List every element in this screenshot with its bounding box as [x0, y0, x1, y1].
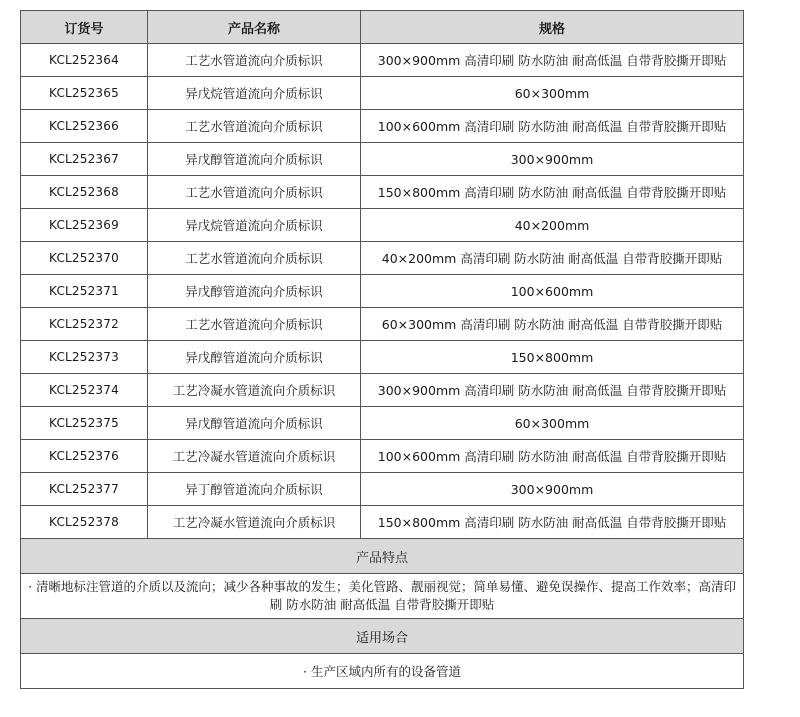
cell-order-number: KCL252377 [21, 473, 148, 506]
cell-spec: 40×200mm 高清印刷 防水防油 耐高低温 自带背胶撕开即贴 [361, 242, 744, 275]
cell-order-number: KCL252364 [21, 44, 148, 77]
usage-header-row [21, 619, 744, 654]
cell-spec: 300×900mm 高清印刷 防水防油 耐高低温 自带背胶撕开即贴 [361, 374, 744, 407]
cell-product-name: 工艺水管道流向介质标识 [148, 308, 361, 341]
header-spec: 规格 [361, 11, 744, 44]
cell-product-name: 异戊烷管道流向介质标识 [148, 209, 361, 242]
features-text: · 清晰地标注管道的介质以及流向；减少各种事故的发生；美化管路、靓丽视觉；简单易懂、避免误操作、提高工作效率；高清印刷 防水防油 耐高低温 自带背胶撕开即贴 [21, 574, 744, 619]
table-row [21, 341, 744, 374]
usage-title: 适用场合 [21, 619, 744, 654]
cell-order-number: KCL252372 [21, 308, 148, 341]
table-row [21, 44, 744, 77]
cell-order-number: KCL252375 [21, 407, 148, 440]
cell-order-number: KCL252365 [21, 77, 148, 110]
cell-order-number: KCL252371 [21, 275, 148, 308]
cell-spec: 60×300mm [361, 77, 744, 110]
cell-product-name: 异戊醇管道流向介质标识 [148, 407, 361, 440]
features-header-row [21, 539, 744, 574]
cell-spec: 60×300mm 高清印刷 防水防油 耐高低温 自带背胶撕开即贴 [361, 308, 744, 341]
cell-spec: 150×800mm 高清印刷 防水防油 耐高低温 自带背胶撕开即贴 [361, 506, 744, 539]
cell-spec: 300×900mm 高清印刷 防水防油 耐高低温 自带背胶撕开即贴 [361, 44, 744, 77]
features-title: 产品特点 [21, 539, 744, 574]
cell-order-number: KCL252376 [21, 440, 148, 473]
cell-spec: 150×800mm 高清印刷 防水防油 耐高低温 自带背胶撕开即贴 [361, 176, 744, 209]
usage-body-row [21, 654, 744, 689]
cell-order-number: KCL252373 [21, 341, 148, 374]
cell-product-name: 工艺水管道流向介质标识 [148, 176, 361, 209]
cell-order-number: KCL252368 [21, 176, 148, 209]
table-row [21, 374, 744, 407]
table-row [21, 77, 744, 110]
cell-product-name: 工艺水管道流向介质标识 [148, 242, 361, 275]
table-header-row [21, 11, 744, 44]
usage-text: · 生产区域内所有的设备管道 [21, 654, 744, 689]
product-table [20, 10, 744, 689]
table-row [21, 275, 744, 308]
cell-product-name: 工艺水管道流向介质标识 [148, 110, 361, 143]
table-row [21, 209, 744, 242]
table-row [21, 143, 744, 176]
table-row [21, 440, 744, 473]
cell-product-name: 异丁醇管道流向介质标识 [148, 473, 361, 506]
cell-order-number: KCL252367 [21, 143, 148, 176]
cell-spec: 300×900mm [361, 473, 744, 506]
cell-order-number: KCL252374 [21, 374, 148, 407]
table-row [21, 242, 744, 275]
table-row [21, 176, 744, 209]
cell-order-number: KCL252370 [21, 242, 148, 275]
cell-product-name: 异戊烷管道流向介质标识 [148, 77, 361, 110]
spec-sheet [20, 10, 743, 689]
cell-order-number: KCL252378 [21, 506, 148, 539]
cell-spec: 100×600mm [361, 275, 744, 308]
header-product-name: 产品名称 [148, 11, 361, 44]
cell-spec: 300×900mm [361, 143, 744, 176]
cell-spec: 150×800mm [361, 341, 744, 374]
cell-spec: 100×600mm 高清印刷 防水防油 耐高低温 自带背胶撕开即贴 [361, 110, 744, 143]
table-row [21, 407, 744, 440]
cell-spec: 100×600mm 高清印刷 防水防油 耐高低温 自带背胶撕开即贴 [361, 440, 744, 473]
table-row [21, 473, 744, 506]
cell-product-name: 异戊醇管道流向介质标识 [148, 143, 361, 176]
cell-product-name: 工艺冷凝水管道流向介质标识 [148, 374, 361, 407]
cell-product-name: 异戊醇管道流向介质标识 [148, 275, 361, 308]
cell-product-name: 工艺冷凝水管道流向介质标识 [148, 440, 361, 473]
table-row [21, 110, 744, 143]
cell-product-name: 工艺冷凝水管道流向介质标识 [148, 506, 361, 539]
cell-order-number: KCL252366 [21, 110, 148, 143]
cell-product-name: 工艺水管道流向介质标识 [148, 44, 361, 77]
cell-order-number: KCL252369 [21, 209, 148, 242]
cell-product-name: 异戊醇管道流向介质标识 [148, 341, 361, 374]
table-row [21, 506, 744, 539]
header-order-number: 订货号 [21, 11, 148, 44]
cell-spec: 40×200mm [361, 209, 744, 242]
features-body-row [21, 574, 744, 619]
table-row [21, 308, 744, 341]
cell-spec: 60×300mm [361, 407, 744, 440]
